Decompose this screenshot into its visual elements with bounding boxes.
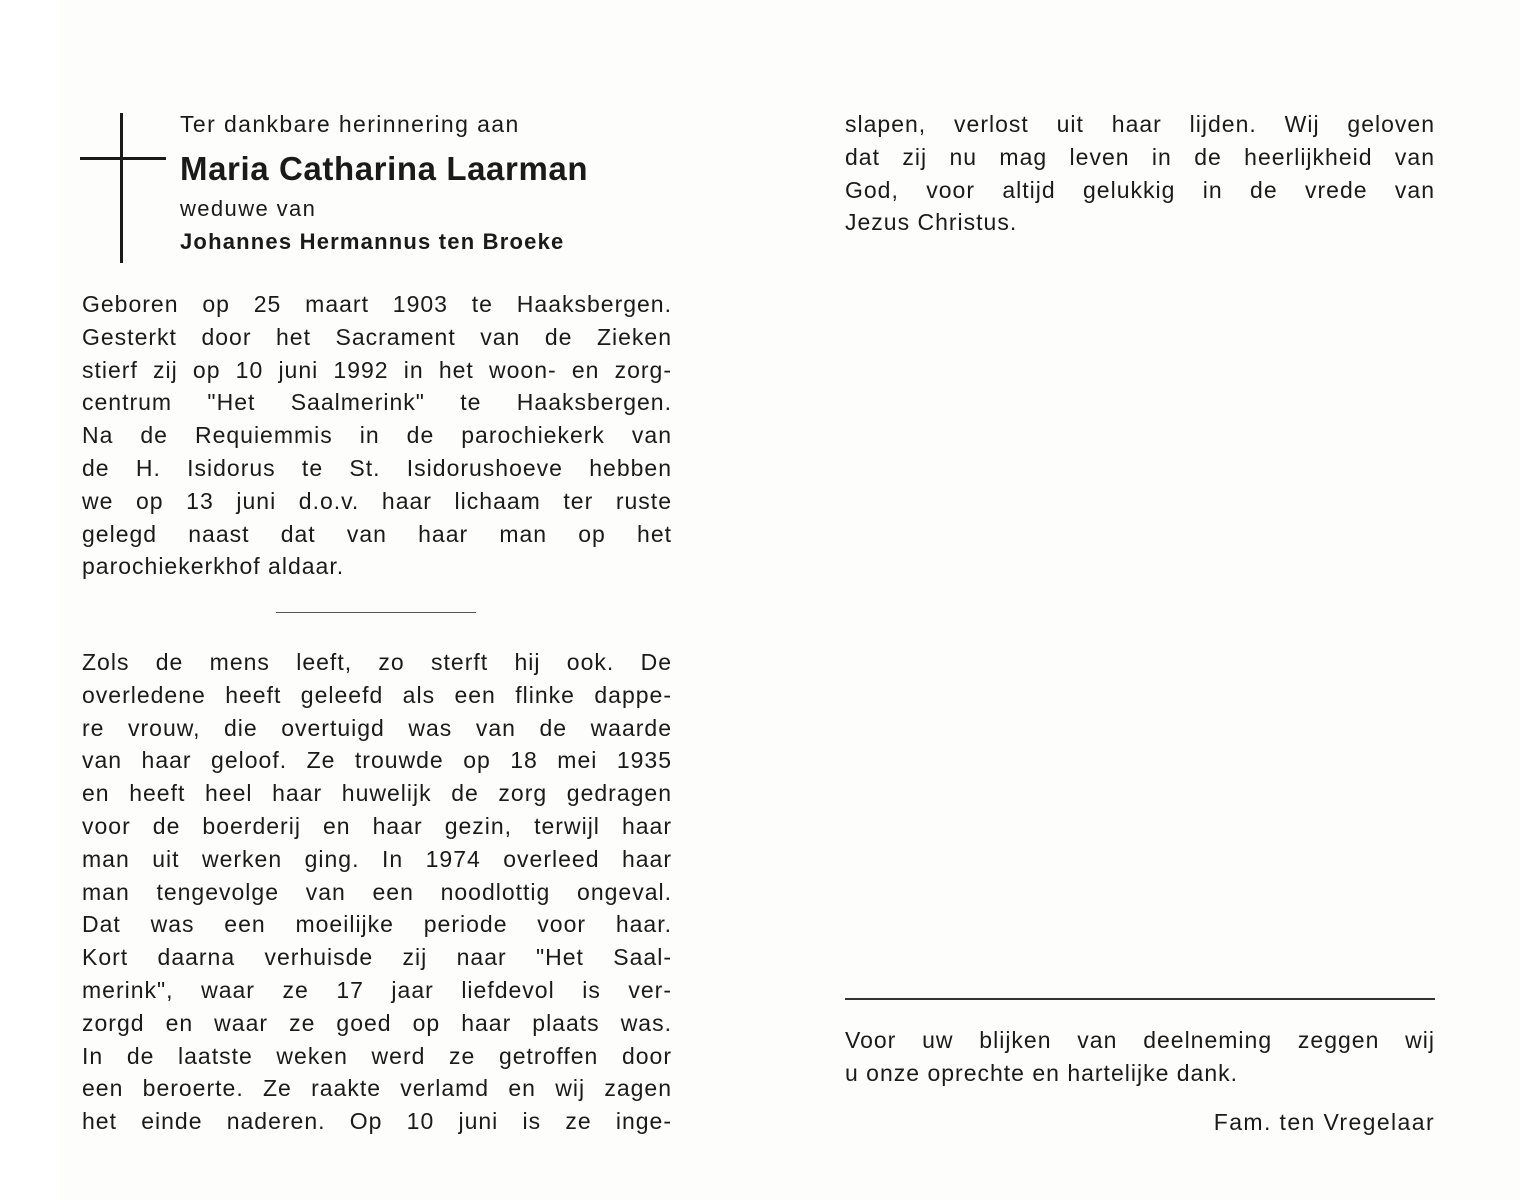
continuation-paragraph	[845, 108, 1435, 239]
text-line: dat zij nu mag leven in de heerlijkheid van	[845, 143, 1435, 170]
card-header	[180, 108, 680, 260]
text-line: slapen, verlost uit haar lijden. Wij geloven	[845, 111, 1435, 137]
text-line: centrum "Het Saalmerink" te Haaksbergen.	[82, 389, 672, 416]
text-line: Na de Requiemmis in de parochiekerk van	[82, 422, 672, 449]
text-line: voor de boerderij en haar gezin, terwijl haar	[82, 812, 672, 839]
text-line: man uit werken ging. In 1974 overleed haar	[82, 845, 672, 872]
text-line: re vrouw, die overtuigd was van de waarde	[82, 714, 672, 741]
text-line: Zols de mens leeft, zo sterft hij ook. De	[82, 649, 672, 675]
reflection-paragraph	[82, 646, 672, 1138]
text-line: een beroerte. Ze raakte verlamd en wij zagen	[82, 1075, 672, 1102]
text-line: man tengevolge van een noodlottig ongeval.	[82, 878, 672, 905]
thanks-paragraph	[845, 1024, 1435, 1090]
text-line: Dat was een moeilijke periode voor haar.	[82, 911, 672, 938]
text-line: Voor uw blijken van deelneming zeggen wij	[845, 1027, 1435, 1053]
text-line: merink", waar ze 17 jaar liefdevol is ver-	[82, 976, 672, 1003]
divider	[276, 612, 476, 613]
text-line: en heeft heel haar huwelijk de zorg gedragen	[82, 780, 672, 807]
text-line: overledene heeft geleefd als een flinke dappe-	[82, 681, 672, 708]
text-line: het einde naderen. Op 10 juni is ze inge-	[82, 1108, 672, 1135]
intro-text: Ter dankbare herinnering aan	[180, 111, 520, 137]
biography-paragraph	[82, 288, 672, 583]
text-line: Kort daarna verhuisde zij naar "Het Saal-	[82, 944, 672, 971]
text-line: de H. Isidorus te St. Isidorushoeve hebben	[82, 454, 672, 481]
text-line: Gesterkt door het Sacrament van de Zieken	[82, 323, 672, 350]
text-line: In de laatste weken werd ze getroffen door	[82, 1042, 672, 1069]
text-line: Geboren op 25 maart 1903 te Haaksbergen.	[82, 291, 672, 317]
text-line: gelegd naast dat van haar man op het	[82, 520, 672, 547]
spouse-name: Johannes Hermannus ten Broeke	[180, 229, 565, 254]
text-line: van haar geloof. Ze trouwde op 18 mei 1935	[82, 747, 672, 774]
text-line: Jezus Christus.	[845, 209, 1018, 236]
text-line: stierf zij op 10 juni 1992 in het woon- en zorg-	[82, 356, 672, 383]
deceased-name: Maria Catharina Laarman	[180, 150, 589, 187]
text-line: God, voor altijd gelukkig in de vrede van	[845, 176, 1435, 203]
text-line: parochiekerkhof aldaar.	[82, 553, 345, 580]
text-line: we op 13 juni d.o.v. haar lichaam ter ruste	[82, 487, 672, 514]
family-signature: Fam. ten Vregelaar	[1213, 1109, 1435, 1135]
text-line: u onze oprechte en hartelijke dank.	[845, 1059, 1239, 1086]
cross-icon-bar	[80, 157, 166, 160]
cross-icon	[120, 113, 123, 263]
divider	[845, 998, 1435, 1000]
text-line: zorgd en waar ze goed op haar plaats was.	[82, 1009, 672, 1036]
widow-of-text: weduwe van	[180, 196, 317, 221]
